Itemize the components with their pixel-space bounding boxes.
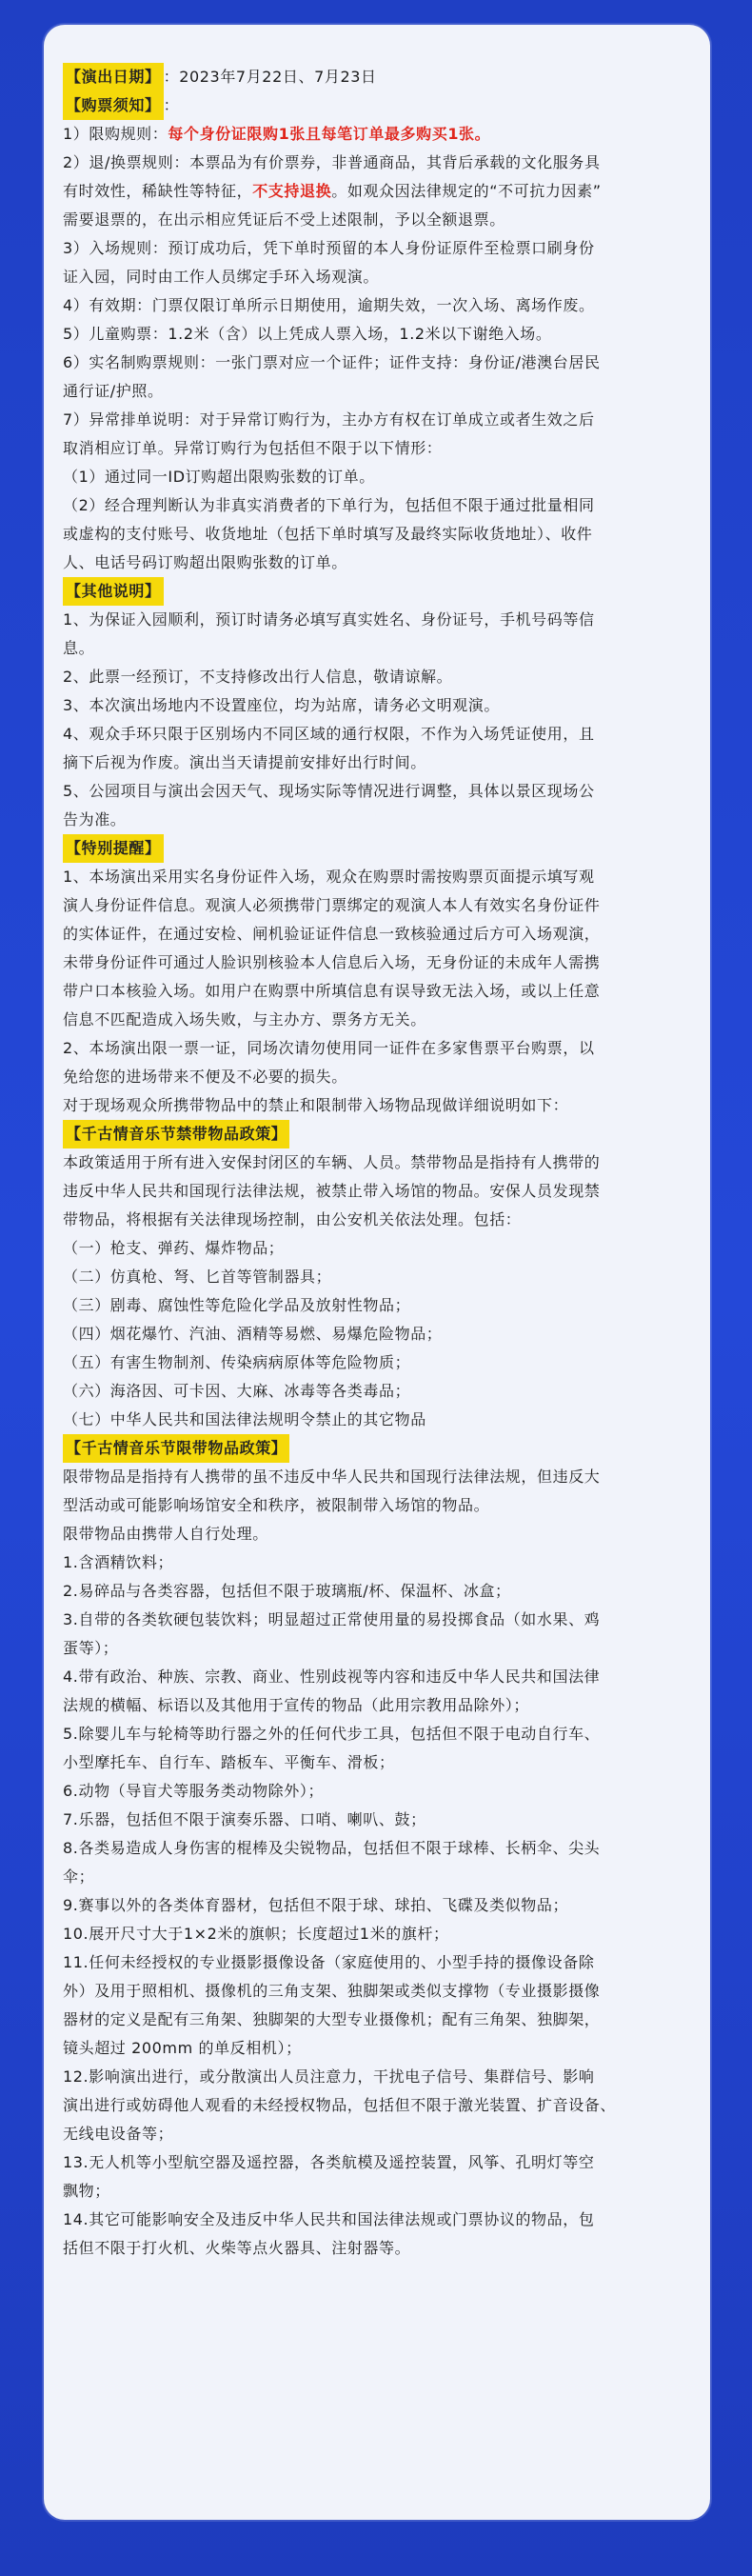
- policy2-line: 镜头超过 200mm 的单反相机）；: [63, 2039, 302, 2057]
- purchase-line: 7）异常排单说明：对于异常订购行为，主办方有权在订单成立或者生效之后: [63, 410, 595, 429]
- date-value: ：2023年7月22日、7月23日: [163, 68, 377, 86]
- reminder-line: 2、本场演出限一票一证，同场次请勿使用同一证件在多家售票平台购票，以: [63, 1039, 595, 1057]
- purchase-heading: 【购票须知】 ：: [63, 91, 691, 120]
- section-label-prohibited: 【千古情音乐节禁带物品政策】: [63, 1120, 289, 1148]
- policy1-line: 本政策适用于所有进入安保封闭区的车辆、人员。禁带物品是指持有人携带的: [63, 1153, 601, 1171]
- policy2-line: 器材的定义是配有三角架、独脚架的大型专业摄像机；配有三角架、独脚架，: [63, 2010, 601, 2028]
- purchase-line: 2）退/换票规则：本票品为有价票券，非普通商品，其背后承载的文化服务具: [63, 153, 601, 171]
- purchase-line: 3）入场规则：预订成功后，凭下单时预留的本人身份证原件至检票口刷身份: [63, 239, 595, 257]
- section-label-reminder: 【特别提醒】: [63, 834, 164, 863]
- section-label-purchase: 【购票须知】: [63, 91, 164, 120]
- policy1-line: （六）海洛因、可卡因、大麻、冰毒等各类毒品；: [63, 1382, 411, 1400]
- purchase-line: 取消相应订单。异常订购行为包括但不限于以下情形：: [63, 439, 443, 457]
- reminder-line: 免给您的进场带来不便及不必要的损失。: [63, 1068, 347, 1086]
- section-label-date: 【演出日期】: [63, 63, 164, 91]
- policy2-line: 6.动物（导盲犬等服务类动物除外）；: [63, 1782, 325, 1800]
- policy2-line: 10.展开尺寸大于1×2米的旗帜；长度超过1米的旗杆；: [63, 1925, 449, 1943]
- limit-rule-highlight: 每个身份证限购1张且每笔订单最多购买1张。: [168, 125, 491, 143]
- policy2-line: 12.影响演出进行，或分散演出人员注意力，干扰电子信号、集群信号、影响: [63, 2067, 595, 2086]
- policy2-line: 11.任何未经授权的专业摄影摄像设备（家庭使用的、小型手持的摄像设备除: [63, 1953, 595, 1971]
- policy2-heading: [63, 1434, 691, 1463]
- policy2-line: 7.乐器，包括但不限于演奏乐器、口哨、喇叭、鼓；: [63, 1810, 426, 1828]
- purchase-line: （1）通过同一ID订购超出限购张数的订单。: [63, 468, 375, 486]
- purchase-line: 有时效性，稀缺性等特征，不支持退换。如观众因法律规定的“不可抗力因素”: [63, 182, 602, 200]
- policy2-line: 8.各类易造成人身伤害的棍棒及尖锐物品，包括但不限于球棒、长柄伞、尖头: [63, 1839, 601, 1857]
- no-refund-highlight: 不支持退换: [252, 182, 332, 200]
- policy2-line: 9.赛事以外的各类体育器材，包括但不限于球、球拍、飞碟及类似物品；: [63, 1896, 569, 1914]
- policy2-line: 括但不限于打火机、火柴等点火器具、注射器等。: [63, 2239, 411, 2257]
- reminder-line: 的实体证件，在通过安检、闸机验证证件信息一致核验通过后方可入场观演，: [63, 925, 601, 943]
- other-line: 4、观众手环只限于区别场内不同区域的通行权限，不作为入场凭证使用，且: [63, 725, 595, 743]
- reminder-line: 带户口本核验入场。如用户在购票中所填信息有误导致无法入场，或以上任意: [63, 982, 601, 1000]
- policy2-line: 法规的横幅、标语以及其他用于宣传的物品（此用宗教用品除外）；: [63, 1696, 530, 1714]
- other-line: 告为准。: [63, 810, 127, 829]
- policy1-line: （三）剧毒、腐蚀性等危险化学品及放射性物品；: [63, 1296, 411, 1314]
- reminder-line: 信息不匹配造成入场失败，与主办方、票务方无关。: [63, 1010, 426, 1028]
- policy2-line: 13.无人机等小型航空器及遥控器，各类航模及遥控装置，风筝、孔明灯等空: [63, 2153, 595, 2171]
- purchase-line: 6）实名制购票规则：一张门票对应一个证件；证件支持：身份证/港澳台居民: [63, 353, 601, 371]
- other-line: 摘下后视为作废。演出当天请提前安排好出行时间。: [63, 753, 426, 771]
- reminder-line: 1、本场演出采用实名身份证件入场，观众在购票时需按购票页面提示填写观: [63, 868, 595, 886]
- policy1-heading: [63, 1120, 691, 1148]
- policy2-line: 1.含酒精饮料；: [63, 1553, 174, 1571]
- policy1-line: （二）仿真枪、弩、匕首等管制器具；: [63, 1268, 332, 1286]
- purchase-line: （2）经合理判断认为非真实消费者的下单行为，包括但不限于通过批量相同: [63, 496, 595, 514]
- policy2-line: 蛋等）；: [63, 1639, 119, 1657]
- purchase-line: 通行证/护照。: [63, 382, 164, 400]
- policy1-line: （四）烟花爆竹、汽油、酒精等易燃、易爆危险物品；: [63, 1325, 443, 1343]
- other-line: 3、本次演出场地内不设置座位，均为站席，请务必文明观演。: [63, 696, 500, 714]
- policy2-line: 限带物品由携带人自行处理。: [63, 1525, 268, 1543]
- policy2-line: 型活动或可能影响场馆安全和秩序，被限制带入场馆的物品。: [63, 1496, 490, 1514]
- purchase-line: 需要退票的，在出示相应凭证后不受上述限制，予以全额退票。: [63, 210, 505, 229]
- reminder-heading: [63, 834, 691, 863]
- section-label-restricted: 【千古情音乐节限带物品政策】: [63, 1434, 289, 1463]
- purchase-line: 4）有效期：门票仅限订单所示日期使用，逾期失效，一次入场、离场作废。: [63, 296, 595, 314]
- purchase-line: 人、电话号码订购超出限购张数的订单。: [63, 553, 347, 571]
- policy2-line: 飘物；: [63, 2182, 110, 2200]
- other-line: 1、为保证入园顺利，预订时请务必填写真实姓名、身份证号，手机号码等信: [63, 610, 595, 629]
- purchase-line: 证入园，同时由工作人员绑定手环入场观演。: [63, 268, 380, 286]
- info-card: [44, 25, 710, 2520]
- policy2-line: 外）及用于照相机、摄像机的三角支架、独脚架或类似支撑物（专业摄影摄像: [63, 1982, 601, 2000]
- info-content: [63, 63, 691, 2263]
- policy2-line: 演出进行或妨碍他人观看的未经授权物品，包括但不限于激光装置、扩音设备、: [63, 2096, 617, 2114]
- policy2-line: 伞；: [63, 1867, 95, 1886]
- policy1-line: 带物品，将根据有关法律现场控制，由公安机关依法处理。包括：: [63, 1210, 522, 1228]
- reminder-line: 对于现场观众所携带物品中的禁止和限制带入场物品现做详细说明如下：: [63, 1096, 569, 1114]
- policy1-line: （七）中华人民共和国法律法规明令禁止的其它物品: [63, 1410, 426, 1428]
- policy2-line: 小型摩托车、自行车、踏板车、平衡车、滑板；: [63, 1753, 395, 1771]
- other-line: 2、此票一经预订，不支持修改出行人信息，敬请谅解。: [63, 668, 453, 686]
- policy2-line: 5.除婴儿车与轮椅等助行器之外的任何代步工具，包括但不限于电动自行车、: [63, 1725, 601, 1743]
- other-line: 息。: [63, 639, 95, 657]
- policy1-line: （五）有害生物制剂、传染病病原体等危险物质；: [63, 1353, 411, 1371]
- purchase-line: 或虚构的支付账号、收货地址（包括下单时填写及最终实际收货地址）、收件: [63, 525, 593, 543]
- policy2-line: 2.易碎品与各类容器，包括但不限于玻璃瓶/杯、保温杯、冰盒；: [63, 1582, 511, 1600]
- date-line: [63, 63, 691, 91]
- purchase-line: 5）儿童购票：1.2米（含）以上凭成人票入场，1.2米以下谢绝入场。: [63, 325, 552, 343]
- other-line: 5、公园项目与演出会因天气、现场实际等情况进行调整，具体以景区现场公: [63, 782, 595, 800]
- purchase-line: 1）限购规则：每个身份证限购1张且每笔订单最多购买1张。: [63, 125, 491, 143]
- policy2-line: 4.带有政治、种族、宗教、商业、性别歧视等内容和违反中华人民共和国法律: [63, 1667, 601, 1686]
- policy2-line: 无线电设备等；: [63, 2125, 174, 2143]
- policy2-line: 3.自带的各类软硬包装饮料；明显超过正常使用量的易投掷食品（如水果、鸡: [63, 1610, 601, 1628]
- section-label-other: 【其他说明】: [63, 577, 164, 606]
- reminder-line: 演人身份证件信息。观演人必须携带门票绑定的观演人本人有效实名身份证件: [63, 896, 601, 914]
- policy1-line: 违反中华人民共和国现行法律法规，被禁止带入场馆的物品。安保人员发现禁: [63, 1182, 601, 1200]
- policy1-line: （一）枪支、弹药、爆炸物品；: [63, 1239, 285, 1257]
- other-heading: [63, 577, 691, 606]
- reminder-line: 未带身份证件可通过人脸识别核验本人信息后入场，无身份证的未成年人需携: [63, 953, 601, 971]
- policy2-line: 14.其它可能影响安全及违反中华人民共和国法律法规或门票协议的物品，包: [63, 2210, 595, 2228]
- policy2-line: 限带物品是指持有人携带的虽不违反中华人民共和国现行法律法规，但违反大: [63, 1468, 601, 1486]
